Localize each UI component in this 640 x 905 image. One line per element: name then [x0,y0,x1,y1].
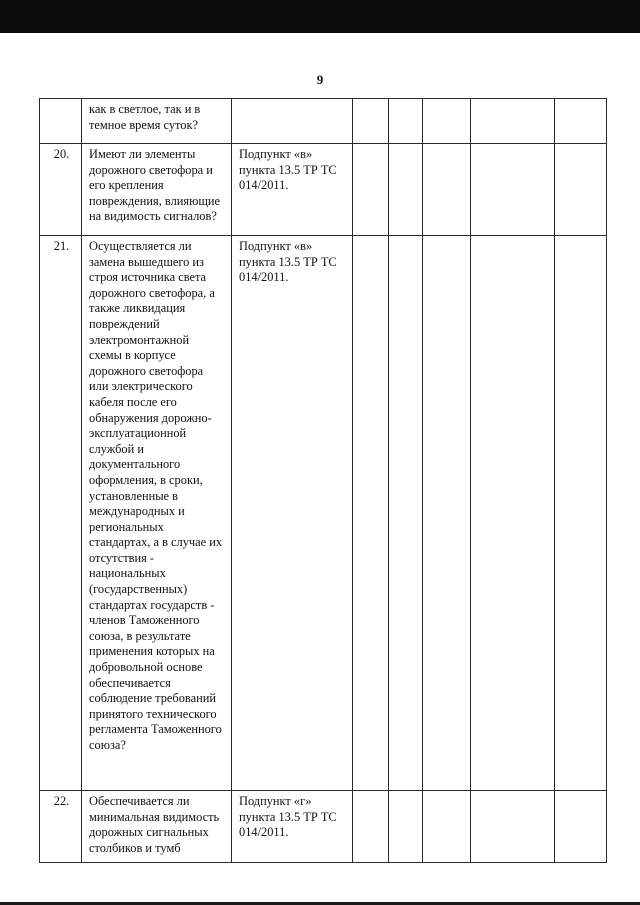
reference-cell: Подпункт «г» пункта 13.5 ТР ТС 014/2011. [232,791,353,863]
notes-cell [471,236,555,791]
extra-cell [555,791,607,863]
notes-cell [471,144,555,236]
row-number: 20. [40,144,82,236]
question-cell: как в светлое, так и в темное время суток? [82,99,232,144]
extra-cell [555,144,607,236]
reference-cell: Подпункт «в» пункта 13.5 ТР ТС 014/2011. [232,144,353,236]
row-number: 21. [40,236,82,791]
answer-yes-cell [353,791,389,863]
table-row [40,791,607,863]
answer-na-cell [423,99,471,144]
table-row [40,144,607,236]
checklist-table [39,98,607,863]
table-row [40,99,607,144]
table-row [40,236,607,791]
question-cell: Имеют ли элементы дорожного светофора и его крепления повреждения, влияющие на видимость сигналов? [82,144,232,236]
answer-na-cell [423,791,471,863]
answer-yes-cell [353,99,389,144]
row-number [40,99,82,144]
answer-na-cell [423,144,471,236]
notes-cell [471,99,555,144]
extra-cell [555,236,607,791]
notes-cell [471,791,555,863]
scan-top-edge [0,0,640,33]
extra-cell [555,99,607,144]
reference-cell [232,99,353,144]
question-cell: Обеспечивается ли минимальная видимость дорожных сигнальных столбиков и тумб [82,791,232,863]
answer-no-cell [389,144,423,236]
answer-yes-cell [353,236,389,791]
answer-no-cell [389,791,423,863]
answer-no-cell [389,99,423,144]
page-number: 9 [316,72,324,87]
question-cell: Осуществляется ли замена вышедшего из строя источника света дорожного светофора, а также ликвидация повреждений электромонтажной схемы в корпусе дорожного светофора или электрического кабеля после его обнаружения дорожно- эксплуатационной службой и документального оформления, в сроки, установленные в международных и региональных стандартах, а в случае их отсутствия - национальных (государственных) стандартах государств - членов Таможенного союза, в результате применения которых на добровольной основе обеспечивается соблюдение требований принятого технического регламента Таможенного союза? [82,236,232,791]
answer-yes-cell [353,144,389,236]
reference-cell: Подпункт «в» пункта 13.5 ТР ТС 014/2011. [232,236,353,791]
answer-na-cell [423,236,471,791]
answer-no-cell [389,236,423,791]
row-number: 22. [40,791,82,863]
